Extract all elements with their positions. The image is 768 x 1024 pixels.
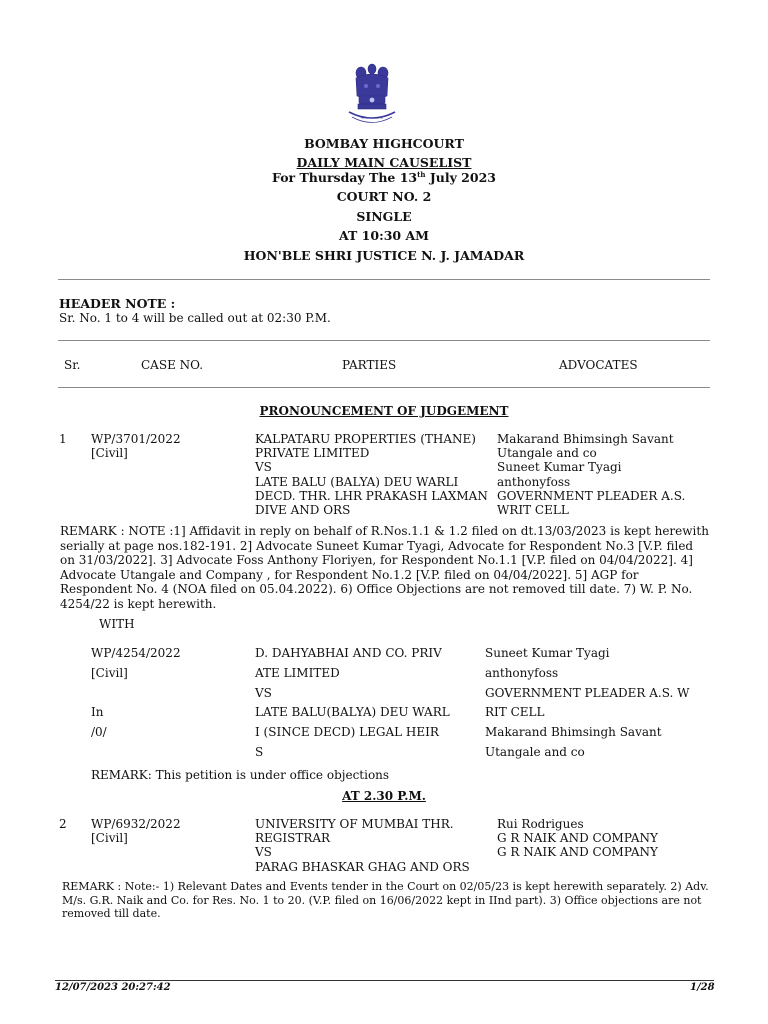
column-header-advocates: ADVOCATES [559,358,638,372]
court-number: COURT NO. 2 [336,189,432,204]
party-line: I (SINCE DECD) LEGAL HEIR [255,725,439,740]
header-note-text: Sr. No. 1 to 4 will be called out at 02:30 P.M. [59,311,331,325]
case-type-line: [Civil] [91,831,128,846]
party-line: VS [255,685,272,700]
advocate-line: Suneet Kumar Tyagi [497,460,622,475]
advocate-line: RIT CELL [485,705,545,720]
case-number [91,432,181,460]
case-type-line: [Civil] [91,665,128,680]
page-number: 1/28 [690,982,715,993]
party-line: DECD. THR. LHR PRAKASH LAXMAN [255,488,488,503]
divider [58,279,710,280]
case-parties [255,817,470,874]
tagged-case-remark: REMARK: This petition is under office objections [91,768,390,782]
party-line: VS [255,845,272,860]
case-remark: REMARK : NOTE :1] Affidavit in reply on behalf of R.Nos.1.1 & 1.2 filed on dt.13/03/2023 is kept herewith serially at page nos.182-191. 2] Advocate Suneet Kumar Tyagi, Advocate for Respondent No.3 [V.P. filed on 31/03/2022]. 3] Advocate Foss Anthony Floriyen, for Respondent No.1.1 [V.P. filed on 04/04/2022]. 4] Advocate Utangale and Company , for Respondent No.1.2 [V.P. filed on 04/04/2022]. 5] AGP for Respondent No. 4 (NOA filed on 05.04.2022). 6) Office Objections are not removed till date. 7) W. P. No. 4254/22 is kept herewith. [60,524,709,611]
advocate-line: Makarand Bhimsingh Savant [485,725,662,740]
case-parties [255,432,488,517]
advocate-line: G R NAIK AND COMPANY [497,845,658,860]
case-number-line: WP/4254/2022 [91,646,181,660]
footer-timestamp: 12/07/2023 20:27:42 [55,982,171,993]
case-advocates [497,817,658,860]
party-line: REGISTRAR [255,831,331,846]
header-note-label: HEADER NOTE : [59,296,176,311]
advocate-line: GOVERNMENT PLEADER A.S. W [485,685,690,700]
tagged-case-number [91,644,181,743]
with-label: WITH [99,617,135,631]
case-serial: 1 [59,432,67,446]
party-line: D. DAHYABHAI AND CO. PRIV [255,646,442,660]
advocate-line: Suneet Kumar Tyagi [485,646,610,660]
judge-name: HON'BLE SHRI JUSTICE N. J. JAMADAR [243,248,525,263]
court-emblem [346,62,398,128]
court-name: BOMBAY HIGHCOURT [304,136,464,151]
column-header-parties: PARTIES [342,358,397,372]
advocate-line: Utangale and co [485,744,585,759]
advocate-line: Makarand Bhimsingh Savant [497,432,674,446]
party-line: KALPATARU PROPERTIES (THANE) [255,432,476,446]
advocate-line: anthonyfoss [485,665,559,680]
advocate-line: Utangale and co [497,446,597,461]
case-remark: REMARK : Note:- 1) Relevant Dates and Events tender in the Court on 02/05/23 is kept herewith separately. 2) Adv. M/s. G.R. Naik and Co. for Res. No. 1 to 20. (V.P. filed on 16/06/2022 kept in IInd part). 3) Office objections are not removed till date. [62,880,709,921]
divider [58,340,710,341]
case-number-line: In [91,705,104,720]
case-number-line: WP/3701/2022 [91,432,181,446]
party-line: PRIVATE LIMITED [255,446,370,461]
case-type-line: [Civil] [91,446,128,461]
party-line: VS [255,460,272,475]
case-advocates [497,432,685,517]
advocate-line: GOVERNMENT PLEADER A.S. [497,488,686,503]
bench-type: SINGLE [356,209,412,224]
party-line: LATE BALU (BALYA) DEU WARLI [255,474,459,489]
list-date: For Thursday The 13th July 2023 [272,170,496,186]
tagged-case-parties [255,644,450,763]
party-line: S [255,744,264,759]
svg-text:~~ ~~~: ~~ ~~~ [360,116,384,122]
sitting-time: AT 10:30 AM [339,228,429,243]
party-line: LATE BALU(BALYA) DEU WARL [255,705,450,720]
case-serial: 2 [59,817,67,831]
section-title: PRONOUNCEMENT OF JUDGEMENT [259,404,509,418]
case-number-line [91,684,181,704]
party-line: ATE LIMITED [255,665,340,680]
section-title: AT 2.30 P.M. [342,789,426,803]
advocate-line: anthonyfoss [497,474,571,489]
advocate-line: G R NAIK AND COMPANY [497,831,658,846]
tagged-case-advocates [485,644,689,763]
advocate-line: Rui Rodrigues [497,817,584,831]
advocate-line: WRIT CELL [497,503,569,518]
case-number-line: /0/ [91,725,107,740]
column-header-sr: Sr. [64,358,81,372]
divider [58,387,710,388]
party-line: UNIVERSITY OF MUMBAI THR. [255,817,454,831]
party-line: PARAG BHASKAR GHAG AND ORS [255,859,470,874]
column-header-case-no: CASE NO. [141,358,204,372]
footer-divider [55,980,714,981]
list-title: DAILY MAIN CAUSELIST [296,155,472,170]
case-number-line: WP/6932/2022 [91,817,181,831]
party-line: DIVE AND ORS [255,503,351,518]
case-number [91,817,181,845]
